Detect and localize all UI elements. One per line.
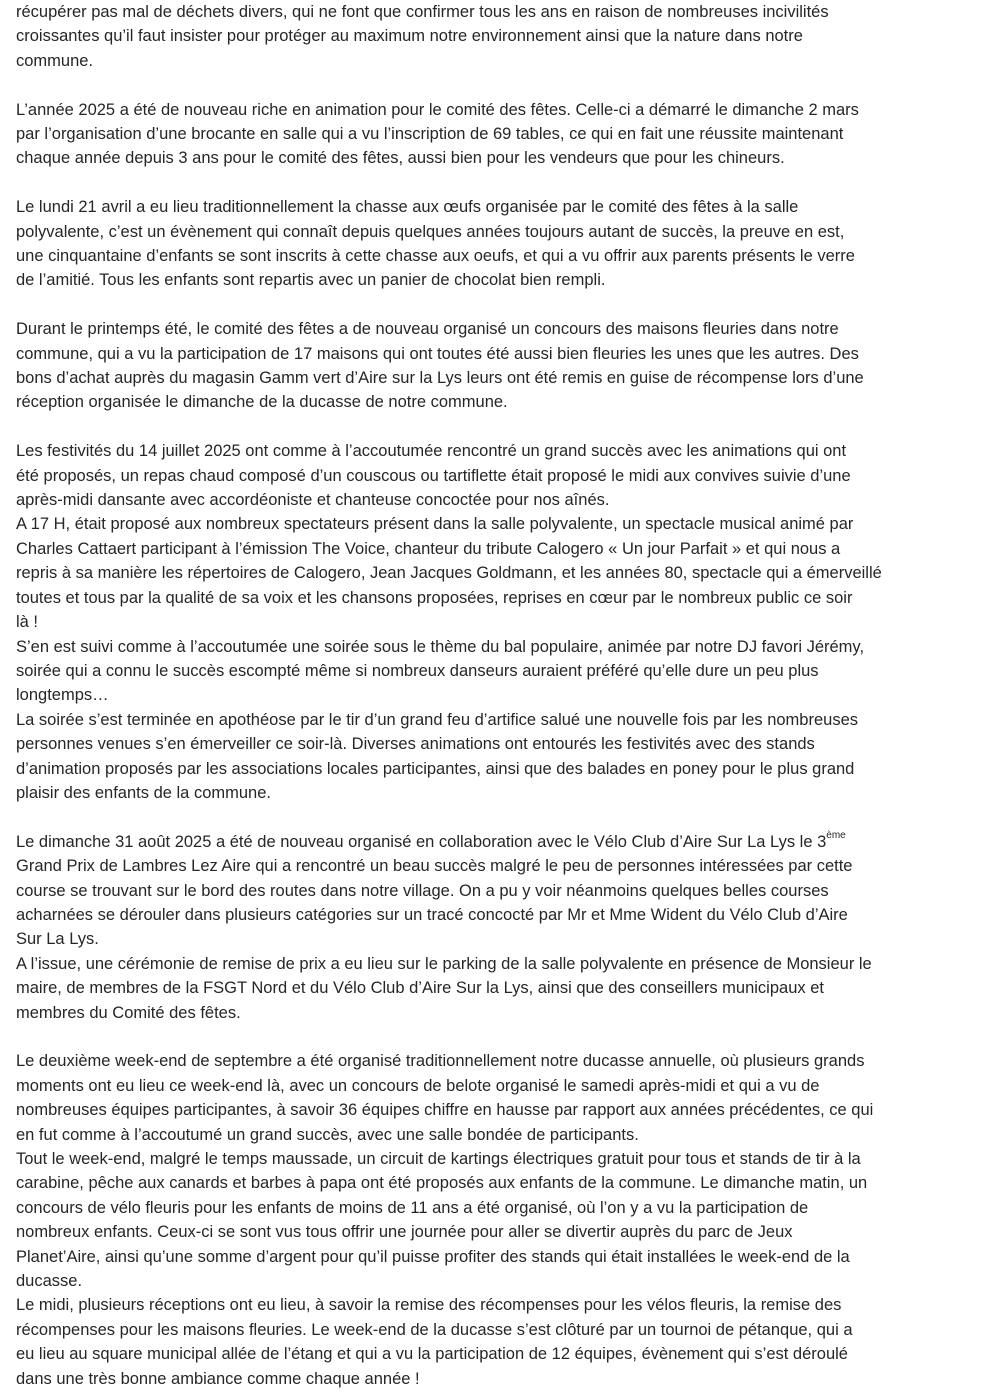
text-line: une cinquantaine d’enfants se sont inscrits à cette chasse aux oeufs, et qui a vu offrir aux parents présents le verre [16,247,855,266]
text-line: de l’amitié. Tous les enfants sont repartis avec un panier de chocolat bien rempli. [16,271,606,290]
text-line: Les festivités du 14 juillet 2025 ont comme à l’accoutumée rencontré un grand succès avec les animations qui ont [16,442,847,461]
text-line: Sur La Lys. [16,930,99,949]
text-line: après-midi dansante avec accordéoniste et chanteuse concoctée pour nos aînés. [16,491,610,510]
document-page [16,0,972,1391]
text-line: en fut comme à l’accoutumé un grand succès, avec une salle bondée de participants. [16,1125,639,1144]
text-line: dans une très bonne ambiance comme chaque année ! [16,1369,420,1388]
text-line: Le midi, plusieurs réceptions ont eu lieu, à savoir la remise des récompenses pour les vélos fleuris, la remise des [16,1296,842,1315]
paragraph-ducasse [16,1049,972,1391]
paragraph-chasse-aux-oeufs [16,195,972,293]
text-line: L’année 2025 a été de nouveau riche en animation pour le comité des fêtes. Celle-ci a démarré le dimanche 2 mars [16,100,859,119]
text-line: Tout le week-end, malgré le temps maussade, un circuit de kartings électriques gratuit pour tous et stands de tir à la [16,1150,861,1168]
text-line: course se trouvant sur le bord des routes dans notre village. On a pu y voir néanmoins quelques belles courses [16,881,829,900]
text-line: Le lundi 21 avril a eu lieu traditionnellement la chasse aux œufs organisée par le comité des fêtes à la salle [16,198,799,217]
text-line: eu lieu au square municipal allée de l’étang et qui a vu la participation de 12 équipes, évènement qui s’est déroulé [16,1345,848,1364]
text-line: commune. [16,51,94,70]
text-line: par l’organisation d’une brocante en salle qui a vu l’inscription de 69 tables, ce qui en fait une réussite maintenant [16,125,844,144]
text-line: nombreuses équipes participantes, à savoir 36 équipes chiffre en hausse par rapport aux années précédentes, ce qui [16,1101,874,1120]
text-line: maire, de membres de la FSGT Nord et du Vélo Club d’Aire Sur la Lys, ainsi que des conseillers municipaux et [16,979,824,998]
text-line: toutes et tous par la qualité de sa voix et les chansons proposées, reprises en cœur par le nombreux public ce soir [16,588,853,607]
text-line: là ! [16,613,39,632]
paragraph-dechets [16,0,972,73]
text-line-main: Le dimanche 31 août 2025 a été de nouveau organisé en collaboration avec le Vélo Club d’Aire Sur La Lys le 3 [16,832,827,851]
text-line: La soirée s’est terminée en apothéose par le tir d’un grand feu d’artifice salué une nouvelle fois par les nombreuses [16,710,858,729]
paragraph-brocante [16,98,972,171]
text-line: réception organisée le dimanche de la ducasse de notre commune. [16,393,508,412]
text-line: récompenses pour les maisons fleuries. Le week-end de la ducasse s’est clôturé par un tournoi de pétanque, qui a [16,1320,853,1339]
text-line: S’en est suivi comme à l’accoutumée une soirée sous le thème du bal populaire, animée par notre DJ favori Jérémy, [16,637,865,656]
text-line: moments ont eu lieu ce week-end là, avec un concours de belote organisé le samedi après-midi et qui a vu de [16,1076,820,1095]
text-line: membres du Comité des fêtes. [16,1003,241,1022]
text-line: A 17 H, était proposé aux nombreux spectateurs présent dans la salle polyvalente, un spectacle musical animé par [16,515,854,534]
text-line: croissantes qu’il faut insister pour protéger au maximum notre environnement ainsi que la nature dans notre [16,27,803,46]
text-line: Durant le printemps été, le comité des fêtes a de nouveau organisé un concours des maisons fleuries dans notre [16,320,839,339]
text-line: chaque année depuis 3 ans pour le comité des fêtes, aussi bien pour les vendeurs que pour les chineurs. [16,149,785,168]
text-line: Planet’Aire, ainsi qu’une somme d’argent pour qu’il puisse profiter des stands qui était installées le week-end de la [16,1247,850,1266]
text-line: nombreux enfants. Ceux-ci se sont vus tous offrir une journée pour aller se divertir auprès du parc de Jeux [16,1223,793,1242]
text-line [16,830,972,854]
paragraph-grand-prix [16,830,972,1025]
text-line: été proposés, un repas chaud composé d’un couscous ou tartiflette était proposé le midi aux convives suivie d’une [16,466,851,485]
ordinal-superscript: ème [826,830,846,842]
text-line: d’animation proposés par les associations locales participantes, ainsi que des balades en poney pour le plus grand [16,759,855,778]
text-line: commune, qui a vu la participation de 17 maisons qui ont toutes été aussi bien fleuries les unes que les autres. Des [16,344,859,363]
text-line: plaisir des enfants de la commune. [16,783,271,802]
text-line: Charles Cattaert participant à l’émission The Voice, chanteur du tribute Calogero « Un jour Parfait » et qui nous a [16,539,841,558]
text-line: concours de vélo fleuris pour les enfants de moins de 11 ans a été organisé, où l’on y a vu la participation de [16,1198,809,1217]
text-line: ducasse. [16,1272,83,1291]
paragraph-14-juillet [16,439,972,805]
text-line: polyvalente, c’est un évènement qui connaît depuis quelques années toujours autant de succès, la preuve en est, [16,222,845,241]
text-line: bons d’achat auprès du magasin Gamm vert d’Aire sur la Lys leurs ont été remis en guise de récompense lors d’une [16,369,864,388]
text-line: récupérer pas mal de déchets divers, qui ne font que confirmer tous les ans en raison de nombreuses incivilités [16,3,829,21]
text-line: longtemps… [16,686,109,705]
text-line: A l’issue, une cérémonie de remise de prix a eu lieu sur le parking de la salle polyvalente en présence de Monsieur le [16,954,872,973]
text-line: soirée qui a connu le succès escompté même si nombreux danseurs auraient préféré qu’elle dure un peu plus [16,661,819,680]
text-line: repris à sa manière les répertoires de Calogero, Jean Jacques Goldmann, et les années 80, spectacle qui a émerveillé [16,564,882,583]
text-line: carabine, pêche aux canards et barbes à papa ont été proposés aux enfants de la commune. Le dimanche matin, un [16,1174,868,1193]
paragraph-maisons-fleuries [16,317,972,415]
text-line: personnes venues s’en émerveiller ce soir-là. Diverses animations ont entourés les festivités avec des stands [16,735,815,754]
text-line: acharnées se dérouler dans plusieurs catégories sur un tracé concocté par Mr et Mme Wident du Vélo Club d’Aire [16,905,848,924]
text-line: Grand Prix de Lambres Lez Aire qui a rencontré un beau succès malgré le peu de personnes intéressées par cette [16,857,853,876]
text-line: Le deuxième week-end de septembre a été organisé traditionnellement notre ducasse annuelle, où plusieurs grands [16,1052,865,1071]
